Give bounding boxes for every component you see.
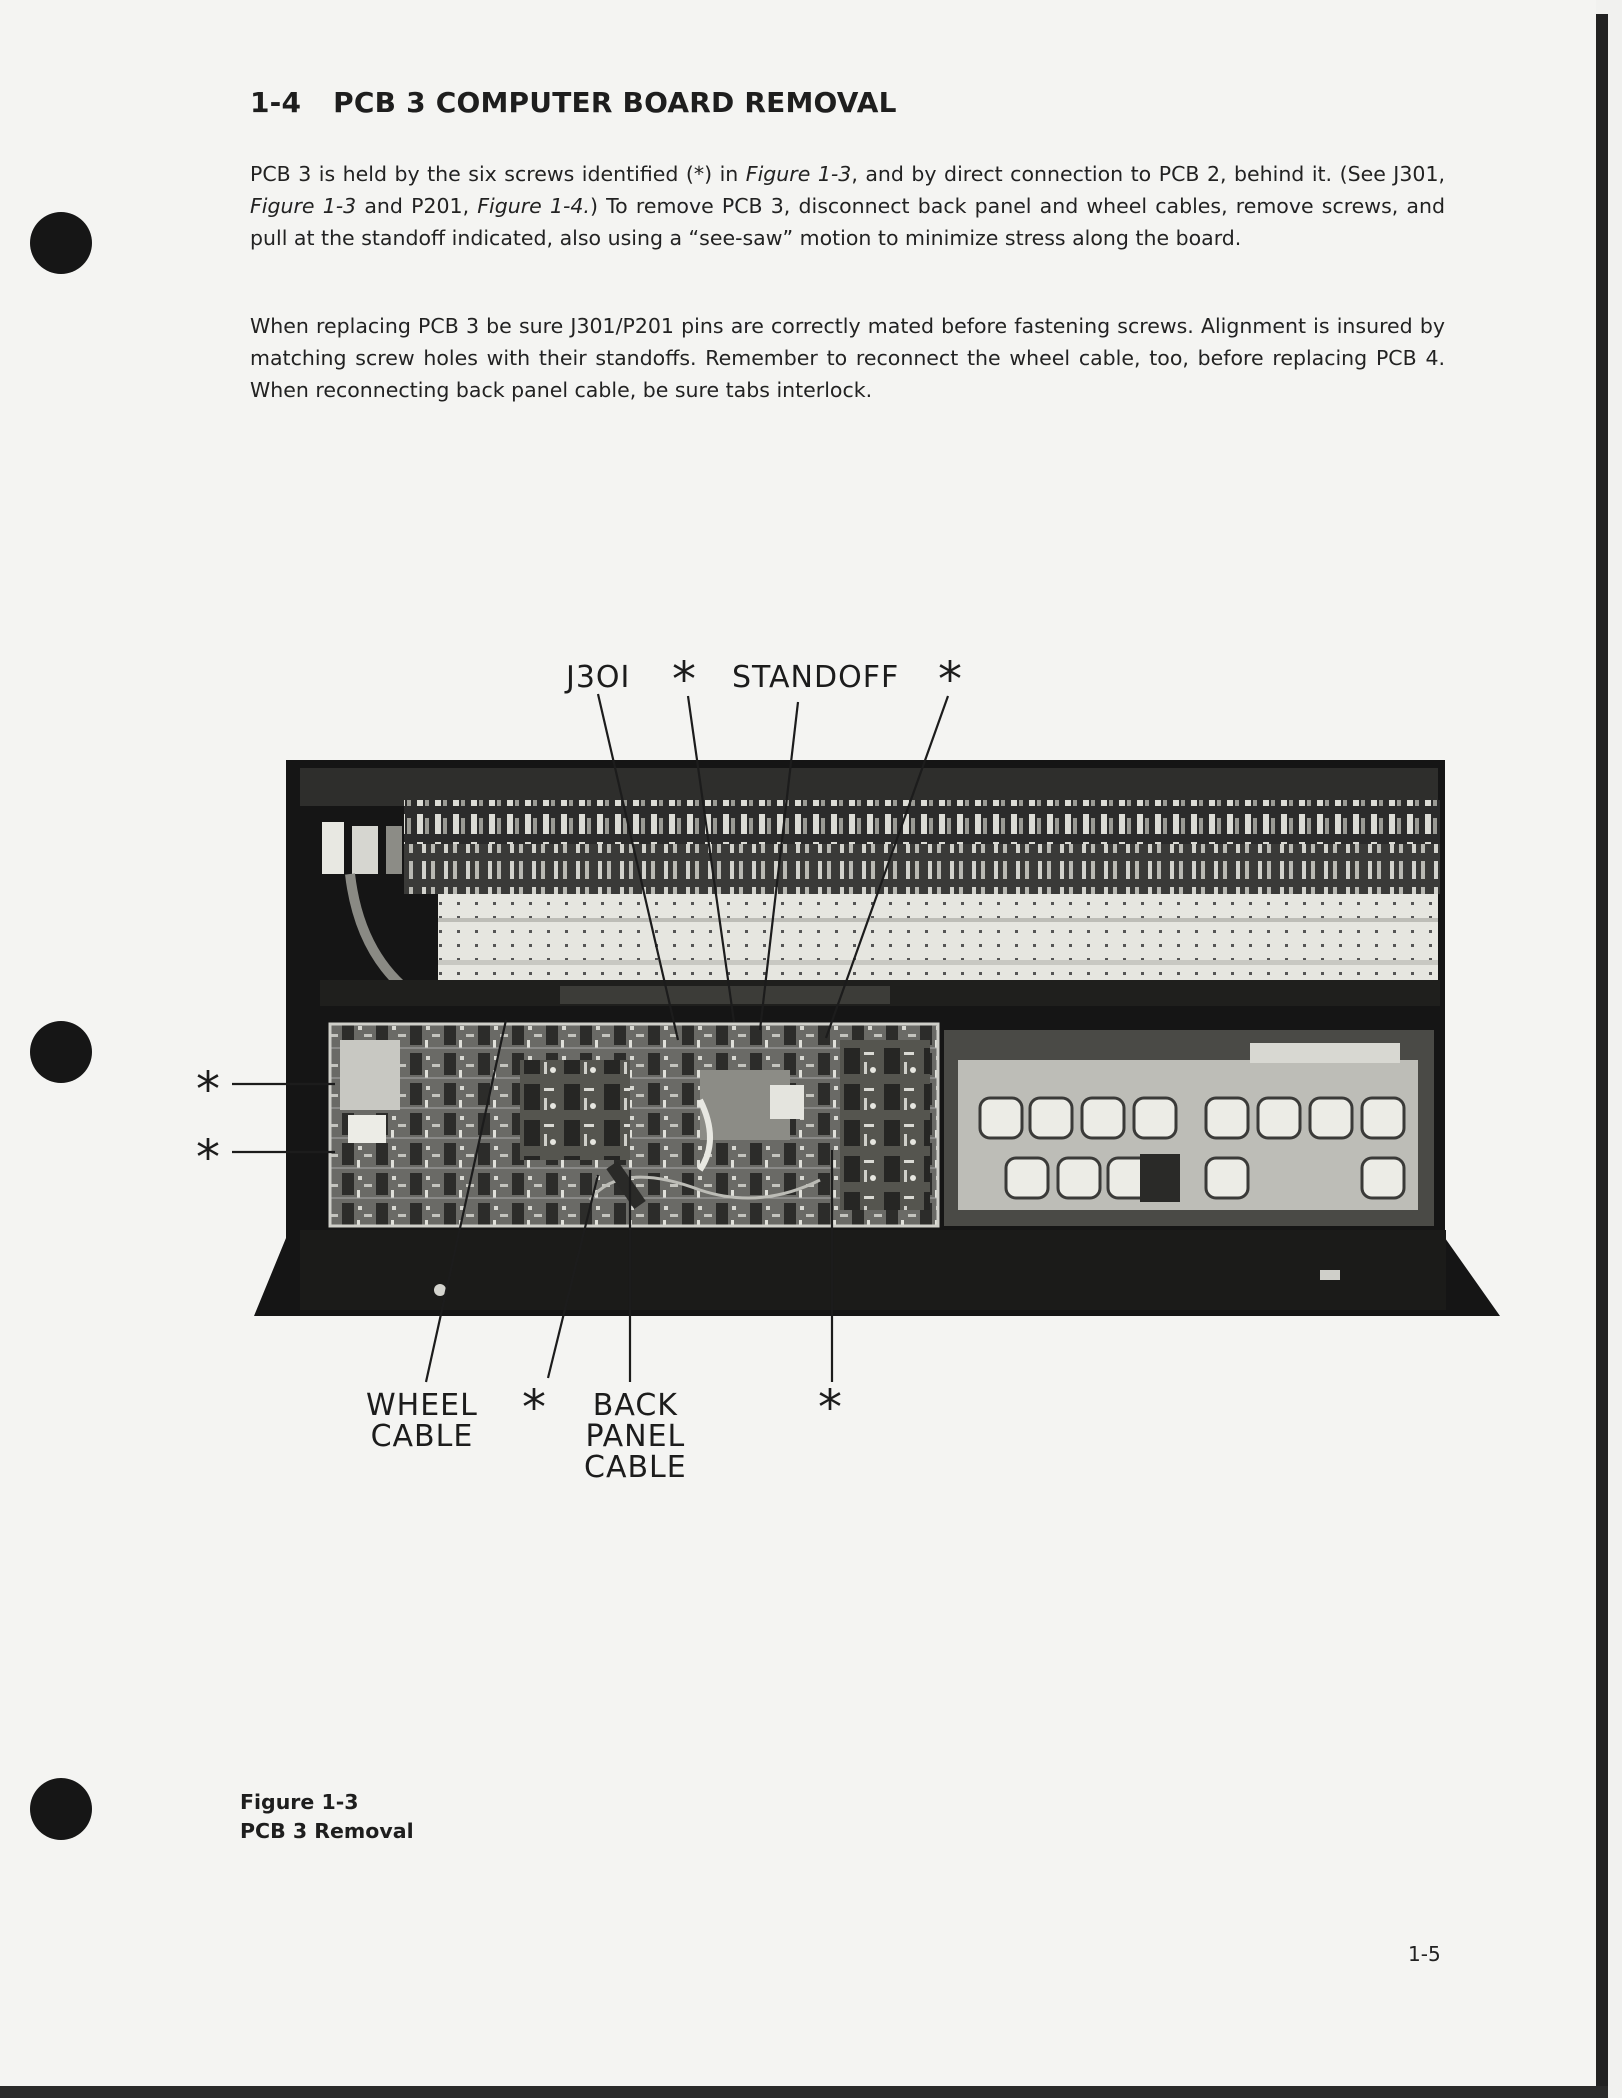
callout-line: BACK	[592, 1388, 678, 1423]
callout-line: WHEEL	[366, 1388, 478, 1423]
text-run: ) To remove PCB 3, disconnect back panel and wheel cables, remove screws, and pull at the standoff indicated, also using a “see-saw” motion to minimize stress along the board.	[250, 194, 1445, 250]
text-run: and P201,	[356, 194, 478, 218]
text-run: , and by direct connection to PCB 2, behind it. (See J301,	[851, 162, 1446, 186]
figure-reference: Figure 1-3	[745, 162, 852, 186]
page-edge-shadow	[1596, 14, 1608, 2098]
page-number: 1-5	[1408, 1942, 1441, 1966]
callout-line: PANEL	[585, 1419, 686, 1454]
figure-caption	[240, 1788, 414, 1846]
callout-line: CABLE	[370, 1419, 474, 1454]
figure-number: Figure 1-3	[240, 1790, 359, 1814]
punch-hole	[30, 1778, 92, 1840]
section-number: 1-4	[250, 86, 302, 119]
callout-j301: J3OI	[566, 660, 631, 695]
callout-screw-star: *	[522, 1380, 546, 1436]
figure-reference: Figure 1-3	[250, 194, 357, 218]
text-run: PCB 3 is held by the six screws identified (*) in	[250, 162, 746, 186]
figure-reference: Figure 1-4.	[477, 194, 590, 218]
callout-line: CABLE	[584, 1450, 687, 1485]
callout-screw-star: *	[818, 1380, 842, 1436]
figure-title: PCB 3 Removal	[240, 1819, 414, 1843]
callout-back-panel-cable	[584, 1390, 687, 1483]
callout-wheel-cable	[366, 1390, 478, 1452]
callout-screw-star: *	[938, 652, 962, 708]
callout-screw-star: *	[196, 1130, 220, 1186]
callout-screw-star: *	[196, 1062, 220, 1118]
callout-screw-star: *	[672, 652, 696, 708]
page-edge-shadow	[0, 2086, 1608, 2098]
punch-hole	[30, 212, 92, 274]
paragraph-replacement: When replacing PCB 3 be sure J301/P201 pins are correctly mated before fastening screws. Alignment is insured by matching screw holes with their standoffs. Remember to reconnect the wheel cable, too, before replacing PCB 4. When reconnecting back panel cable, be sure tabs interlock.	[250, 314, 1445, 402]
callout-standoff: STANDOFF	[732, 660, 900, 695]
section-title-text: PCB 3 COMPUTER BOARD REMOVAL	[333, 86, 897, 119]
punch-hole	[30, 1021, 92, 1083]
